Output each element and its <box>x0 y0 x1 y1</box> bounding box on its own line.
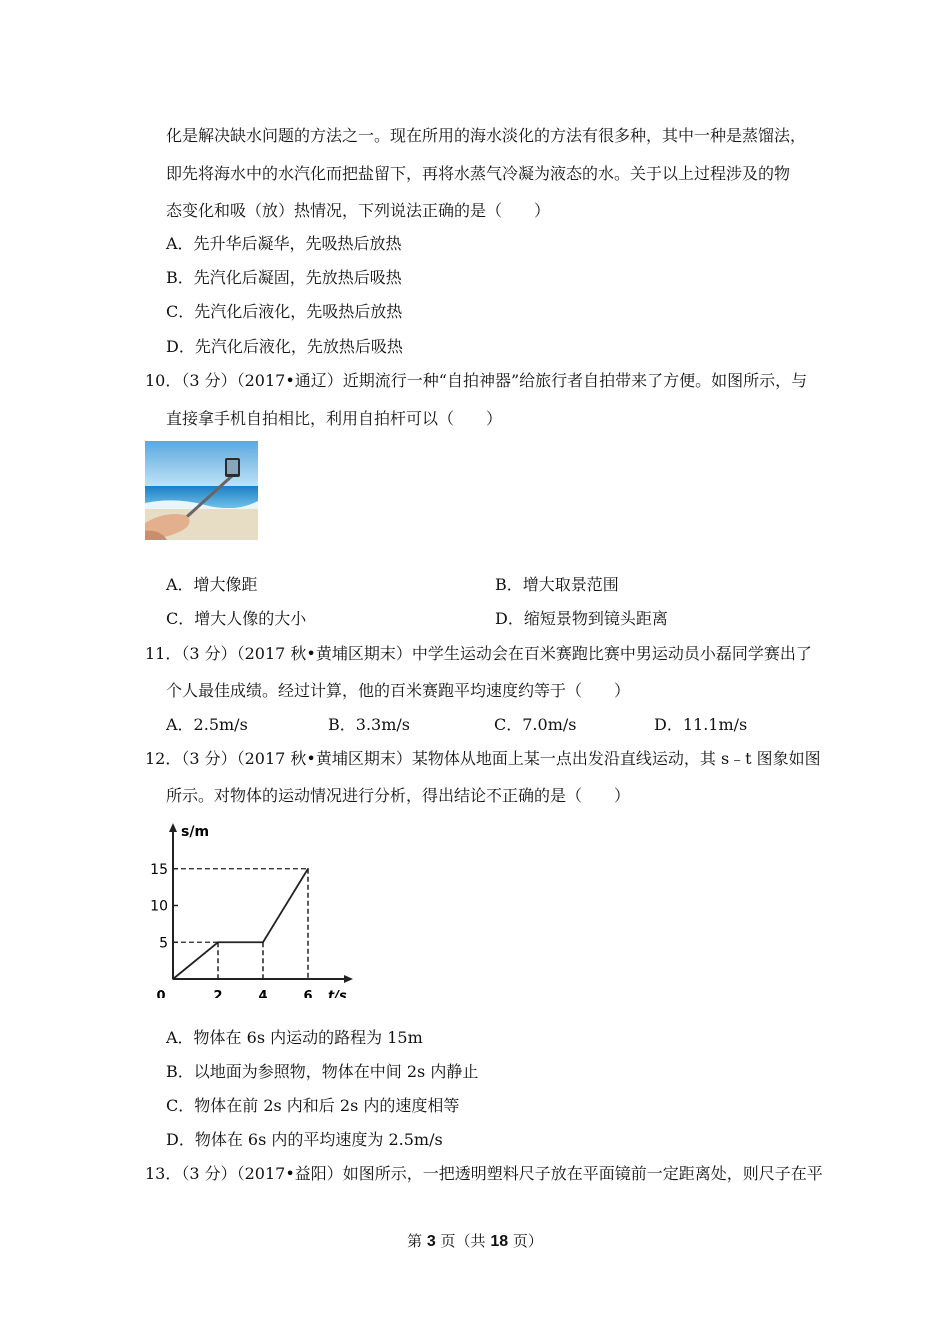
q10-option-d: D．缩短景物到镜头距离 <box>495 609 668 628</box>
selfie-stick-illustration <box>145 441 258 540</box>
q13-stem-line-1: 13．（3 分）（2017•益阳）如图所示，一把透明塑料尺子放在平面镜前一定距离处，则尺子在平 <box>145 1164 823 1183</box>
data-point <box>262 941 264 943</box>
x-tick-label: 6 <box>303 989 313 998</box>
q10-option-a: A．增大像距 <box>166 575 258 594</box>
series-line <box>173 869 308 979</box>
q12-stem-line-1: 12．（3 分）（2017 秋•黄埔区期末）某物体从地面上某一点出发沿直线运动，其 s﹣t 图象如图 <box>145 749 821 768</box>
y-tick-label: 15 <box>150 861 168 878</box>
footer-prefix: 第 <box>407 1232 427 1250</box>
q10-option-b: B．增大取景范围 <box>495 575 619 594</box>
q11-stem-line-2: 个人最佳成绩。经过计算，他的百米赛跑平均速度约等于（ ） <box>166 681 631 700</box>
x-axis-arrow <box>344 975 353 983</box>
x-tick-label: 0 <box>156 989 166 998</box>
q9-stem-line-2: 即先将海水中的水汽化而把盐留下，再将水蒸气冷凝为液态的水。关于以上过程涉及的物 <box>166 164 791 183</box>
q11-stem-line-1: 11．（3 分）（2017 秋•黄埔区期末）中学生运动会在百米赛跑比赛中男运动员小磊同学赛出了 <box>145 644 812 663</box>
q10-stem-line-2: 直接拿手机自拍相比，利用自拍杆可以（ ） <box>166 409 503 428</box>
q9-stem-line-1: 化是解决缺水问题的方法之一。现在所用的海水淡化的方法有很多种，其中一种是蒸馏法， <box>166 126 807 145</box>
q9-option-d: D．先汽化后液化，先放热后吸热 <box>166 337 403 356</box>
data-point <box>217 941 219 943</box>
q9-option-c: C．先汽化后液化，先吸热后放热 <box>166 302 403 321</box>
q11-option-a: A．2.5m/s <box>166 715 248 734</box>
s-t-graph <box>140 818 360 998</box>
s-t-graph-svg <box>140 818 360 998</box>
q12-option-d: D．物体在 6s 内的平均速度为 2.5m/s <box>166 1130 443 1149</box>
y-tick-label: 10 <box>150 898 168 915</box>
x-tick-label: 4 <box>258 989 268 998</box>
q12-option-c: C．物体在前 2s 内和后 2s 内的速度相等 <box>166 1096 460 1115</box>
y-axis-arrow <box>169 823 177 832</box>
y-axis-label: s/m <box>181 824 210 840</box>
q9-stem-line-3: 态变化和吸（放）热情况，下列说法正确的是（ ） <box>166 201 551 220</box>
selfie-stick-photo <box>145 441 258 540</box>
data-point <box>307 868 309 870</box>
footer-total-pages: 18 <box>490 1233 509 1250</box>
q10-option-c: C．增大人像的大小 <box>166 609 307 628</box>
q11-option-c: C．7.0m/s <box>494 715 577 734</box>
q12-option-a: A．物体在 6s 内运动的路程为 15m <box>166 1028 423 1047</box>
page-footer <box>0 1230 950 1251</box>
q12-stem-line-2: 所示。对物体的运动情况进行分析，得出结论不正确的是（ ） <box>166 786 631 805</box>
x-tick-label: 2 <box>213 989 223 998</box>
q9-option-a: A．先升华后凝华，先吸热后放热 <box>166 234 402 253</box>
q12-option-b: B．以地面为参照物，物体在中间 2s 内静止 <box>166 1062 479 1081</box>
footer-suffix: 页） <box>508 1232 543 1250</box>
footer-middle: 页（共 <box>435 1232 491 1250</box>
q11-option-d: D．11.1m/s <box>654 715 748 734</box>
q9-option-b: B．先汽化后凝固，先放热后吸热 <box>166 268 402 287</box>
q10-stem-line-1: 10．（3 分）（2017•通辽）近期流行一种“自拍神器”给旅行者自拍带来了方便。如图所示，与 <box>145 371 808 390</box>
q11-option-b: B．3.3m/s <box>328 715 410 734</box>
x-axis-label: t/s <box>328 989 347 998</box>
data-point <box>172 978 174 980</box>
footer-page-number: 3 <box>426 1233 436 1250</box>
y-tick-label: 5 <box>159 935 168 952</box>
